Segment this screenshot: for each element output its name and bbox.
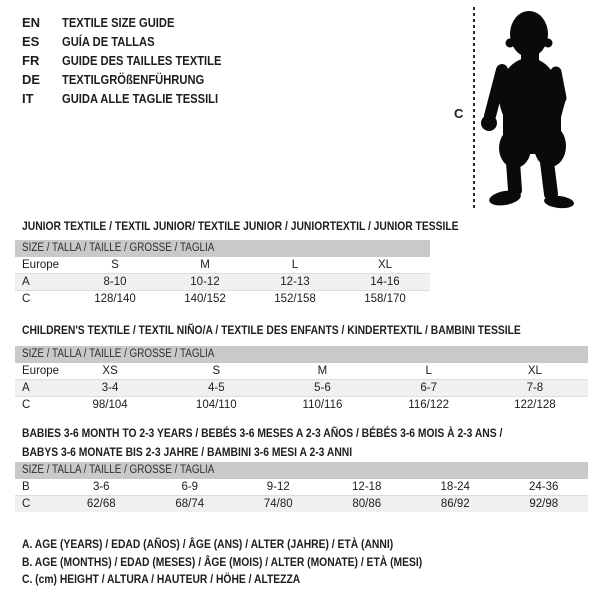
language-header: [22, 13, 247, 108]
table-title-text-line1: BABIES 3-6 MONTH TO 2-3 YEARS / BEBÉS 3-6 MESES A 2-3 AÑOS / BÉBÉS 3-6 MOIS À 2-3 ANS /: [22, 426, 503, 440]
size-cell: 3-4: [57, 380, 163, 397]
size-cell: 18-24: [440, 481, 470, 493]
row-label: Europe: [22, 365, 60, 377]
size-cell: 12-18: [352, 481, 382, 493]
language-code: ES: [22, 34, 40, 49]
size-table-children: [15, 321, 588, 413]
footnote-c: [22, 571, 487, 589]
table-row: [15, 274, 430, 291]
table-title: [15, 217, 459, 235]
size-cell: 10-12: [160, 274, 250, 291]
language-title: TEXTILE SIZE GUIDE: [62, 15, 175, 30]
size-cell: 7-8: [482, 380, 588, 397]
table-title-text: JUNIOR TEXTILE / TEXTIL JUNIOR/ TEXTILE JUNIOR / JUNIORTEXTIL / JUNIOR TESSILE: [22, 219, 459, 233]
size-table-junior: [15, 217, 459, 307]
size-cell: XS: [102, 365, 118, 377]
size-header-text: SIZE / TALLA / TAILLE / GRÖSSE / TAGLIA: [22, 242, 215, 254]
size-cell: 140/152: [160, 291, 250, 308]
size-cell: 158/170: [340, 291, 430, 308]
table-row: [15, 257, 430, 274]
size-grid: [15, 257, 430, 307]
size-cell: 24-36: [529, 481, 559, 493]
row-label: C: [15, 291, 70, 308]
height-measure-label: C: [454, 106, 464, 121]
row-label: C: [15, 397, 57, 414]
language-title: TEXTILGRÖßENFÜHRUNG: [62, 72, 205, 87]
size-header-text: SIZE / TALLA / TAILLE / GRÖSSE / TAGLIA: [22, 348, 215, 360]
table-row: [15, 496, 588, 513]
size-cell: 98/104: [57, 397, 163, 414]
table-row: [15, 291, 430, 308]
size-cell: 6-7: [376, 380, 482, 397]
size-cell: 3-6: [92, 481, 110, 493]
footnote-b-text: B. AGE (MONTHS) / EDAD (MESES) / ÂGE (MOIS) / ALTER (MONATE) / ETÀ (MESI): [22, 554, 423, 569]
language-title: GUIDA ALLE TAGLIE TESSILI: [62, 91, 219, 106]
language-row-en: [22, 13, 247, 32]
size-cell: 9-12: [266, 481, 290, 493]
size-cell: 128/140: [70, 291, 160, 308]
size-cell: S: [111, 259, 119, 271]
language-title: GUIDE DES TAILLES TEXTILE: [62, 53, 222, 68]
footnotes: [22, 536, 487, 589]
row-label: C: [15, 496, 57, 513]
size-cell: M: [317, 365, 328, 377]
footnote-a: [22, 536, 487, 554]
size-cell: 152/158: [250, 291, 340, 308]
size-cell: 8-10: [70, 274, 160, 291]
table-title: [15, 424, 588, 461]
size-cell: XL: [377, 259, 393, 271]
size-cell: 12-13: [250, 274, 340, 291]
size-cell: 116/122: [376, 397, 482, 414]
size-cell: 6-9: [181, 481, 199, 493]
language-code: EN: [22, 15, 41, 30]
size-cell: 4-5: [163, 380, 269, 397]
row-label: A: [15, 274, 70, 291]
size-cell: L: [291, 259, 299, 271]
size-cell: 92/98: [500, 496, 589, 513]
table-row: [15, 363, 588, 380]
table-title-text-line2: BABYS 3-6 MONATE BIS 2-3 JAHRE / BAMBINI 3-6 MESI A 2-3 ANNI: [22, 444, 353, 459]
size-grid: [15, 479, 588, 512]
language-row-it: [22, 89, 247, 108]
table-row: [15, 397, 588, 414]
language-row-de: [22, 70, 247, 89]
language-row-es: [22, 32, 247, 51]
toddler-silhouette-icon: [480, 6, 596, 212]
height-figure: [452, 4, 600, 214]
row-label: Europe: [22, 259, 60, 271]
language-code: FR: [22, 53, 40, 68]
size-header-bar: [15, 346, 588, 363]
language-row-fr: [22, 51, 247, 70]
size-header-text: SIZE / TALLA / TAILLE / GRÖSSE / TAGLIA: [22, 464, 215, 476]
size-cell: M: [200, 259, 210, 271]
size-cell: 86/92: [411, 496, 500, 513]
row-label: B: [22, 481, 30, 493]
size-cell: 62/68: [57, 496, 146, 513]
size-cell: 5-6: [269, 380, 375, 397]
footnote-c-text: C. (cm) HEIGHT / ALTURA / HAUTEUR / HÖHE / ALTEZZA: [22, 572, 301, 586]
size-cell: 104/110: [163, 397, 269, 414]
size-cell: L: [425, 365, 432, 377]
language-code: IT: [22, 91, 34, 106]
table-title-text: CHILDREN'S TEXTILE / TEXTIL NIÑO/A / TEXTILE DES ENFANTS / KINDERTEXTIL / BAMBINI TESSILE: [22, 323, 521, 337]
size-cell: 80/86: [323, 496, 412, 513]
language-title: GUÍA DE TALLAS: [62, 34, 155, 49]
size-header-bar: [15, 240, 430, 257]
size-cell: S: [212, 365, 221, 377]
language-code: DE: [22, 72, 41, 87]
footnote-a-text: A. AGE (YEARS) / EDAD (AÑOS) / ÂGE (ANS) / ALTER (JAHRE) / ETÀ (ANNI): [22, 537, 394, 551]
size-grid: [15, 363, 588, 413]
table-row: [15, 380, 588, 397]
size-header-bar: [15, 462, 588, 479]
table-title: [15, 321, 588, 339]
size-table-babies: [15, 424, 588, 512]
size-cell: 14-16: [340, 274, 430, 291]
size-cell: 110/116: [269, 397, 375, 414]
table-row: [15, 479, 588, 496]
size-cell: 74/80: [234, 496, 323, 513]
footnote-b: [22, 554, 487, 572]
size-cell: 122/128: [482, 397, 588, 414]
size-cell: 68/74: [146, 496, 235, 513]
height-dashed-line: [473, 7, 475, 208]
row-label: A: [15, 380, 57, 397]
size-cell: XL: [527, 365, 542, 377]
